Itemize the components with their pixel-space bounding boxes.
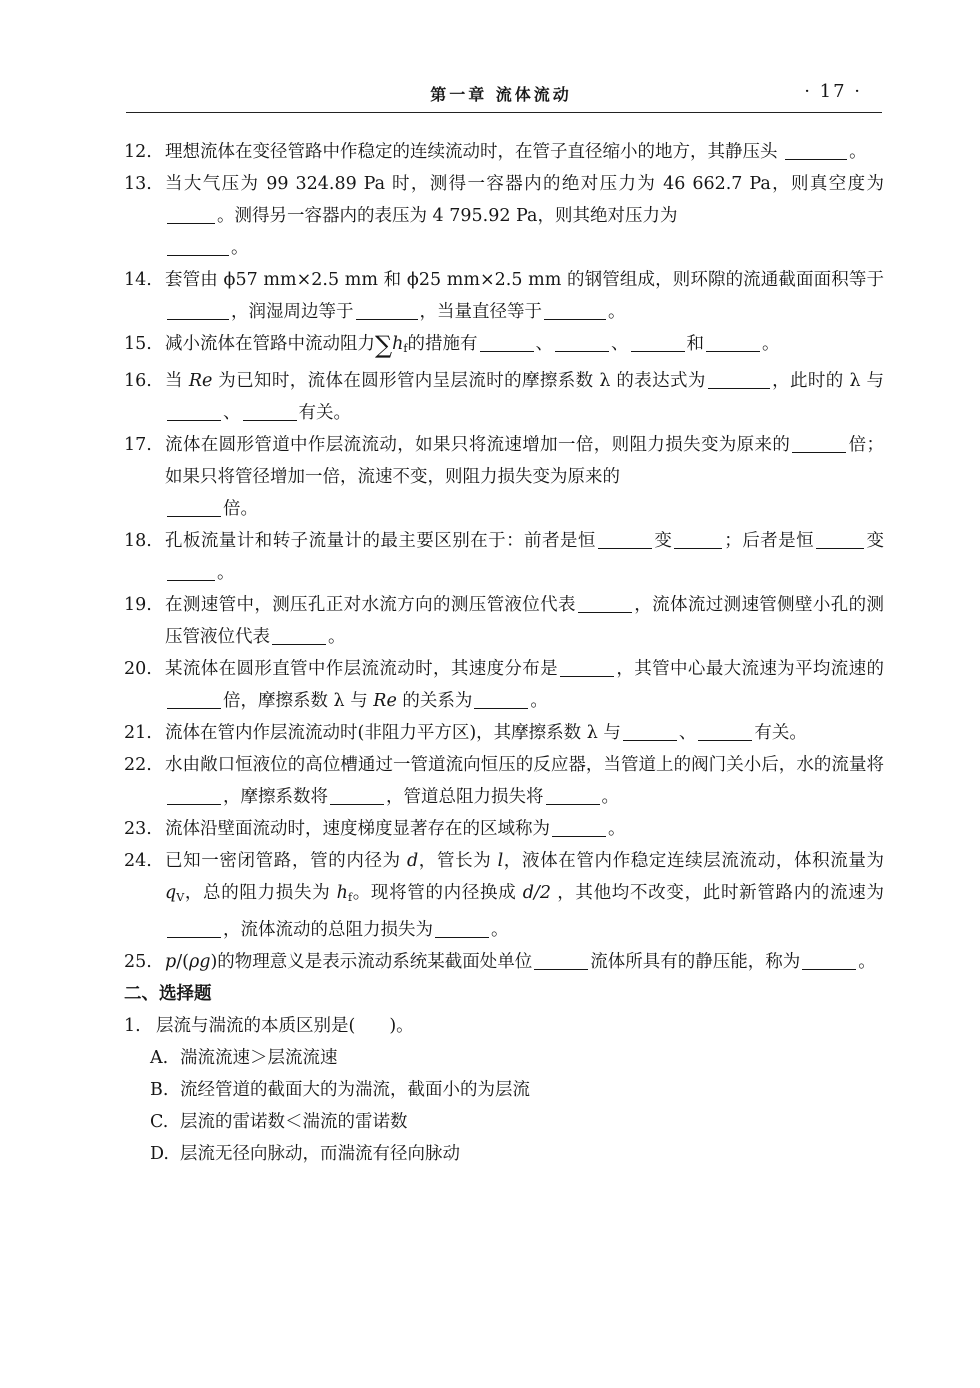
- question-text: 变: [653, 531, 673, 551]
- question-text: ，流体流动的总阻力损失为: [223, 920, 433, 940]
- answer-blank[interactable]: [552, 816, 606, 837]
- question-22: [124, 749, 884, 813]
- separator: 、: [611, 334, 629, 354]
- answer-blank[interactable]: [706, 331, 760, 352]
- question-text: ；后者是恒: [724, 531, 815, 551]
- question-number: 17.: [124, 435, 152, 455]
- question-text: 孔板流量计和转子流量计的最主要区别在于：前者是恒: [165, 531, 596, 551]
- symbol-d-half: d/2: [522, 883, 551, 903]
- question-text: )。: [389, 1016, 414, 1036]
- option-text: 层流无径向脉动，而湍流有径向脉动: [180, 1144, 460, 1164]
- question-number: 15.: [124, 334, 152, 354]
- question-text: 。: [217, 563, 235, 583]
- symbol-h: h: [392, 334, 404, 354]
- answer-blank[interactable]: [167, 203, 215, 224]
- question-text: 。: [608, 819, 626, 839]
- question-text: 已知一密闭管路，管的内径为: [165, 851, 401, 871]
- symbol-subscript: f: [403, 342, 408, 355]
- answer-blank[interactable]: [816, 528, 864, 549]
- answer-blank[interactable]: [560, 656, 614, 677]
- question-text: 。测得另一容器内的表压为 4 795.92 Pa，则其绝对压力为: [217, 206, 678, 226]
- question-number: 20.: [124, 659, 152, 679]
- question-text: ，润湿周边等于: [231, 302, 354, 322]
- question-17: [124, 429, 884, 525]
- question-text: 流体在管内作层流流动时(非阻力平方区)，其摩擦系数 λ 与: [165, 723, 621, 743]
- section-heading: 二、选择题: [124, 984, 212, 1004]
- question-number: 12.: [124, 142, 152, 162]
- question-25: [124, 946, 884, 978]
- separator: 、: [535, 334, 553, 354]
- symbol-re: Re: [373, 691, 397, 711]
- answer-blank[interactable]: [356, 299, 418, 320]
- option-b[interactable]: [124, 1074, 884, 1106]
- question-number: 13.: [124, 174, 152, 194]
- question-text: 。: [601, 787, 619, 807]
- question-text: 某流体在圆形直管中作层流流动时，其速度分布是: [165, 659, 559, 679]
- question-text: 。: [231, 238, 249, 258]
- separator: 、: [678, 723, 697, 743]
- header-rule: [126, 112, 882, 113]
- question-number: 16.: [124, 371, 152, 391]
- question-text: /(: [176, 952, 189, 972]
- question-number: 1.: [124, 1016, 141, 1036]
- answer-blank[interactable]: [708, 368, 770, 389]
- question-number: 14.: [124, 270, 152, 290]
- question-24: [124, 845, 884, 946]
- option-text: 层流的雷诺数＜湍流的雷诺数: [180, 1112, 408, 1132]
- question-text: 流体所具有的静压能，称为: [590, 952, 801, 972]
- question-text: 。: [849, 142, 867, 162]
- question-text: ，此时的 λ 与: [771, 371, 885, 391]
- question-text: 。现将管的内径换成: [352, 883, 517, 903]
- question-text: ，当量直径等于: [419, 302, 542, 322]
- question-number: 21.: [124, 723, 152, 743]
- question-text: ，其他均不改变，此时新管路内的流速为: [557, 883, 884, 903]
- option-label: C.: [150, 1112, 169, 1132]
- question-text: 减小流体在管路中流动阻力: [165, 334, 375, 354]
- option-label: A.: [150, 1048, 169, 1068]
- question-text: 有关。: [754, 723, 807, 743]
- answer-blank[interactable]: [792, 432, 846, 453]
- question-text: ，管道总阻力损失将: [386, 787, 544, 807]
- question-text: 。: [328, 627, 346, 647]
- symbol-re: Re: [188, 371, 213, 391]
- page-header: [126, 78, 876, 108]
- answer-blank[interactable]: [167, 560, 215, 581]
- symbol-subscript: V: [176, 891, 185, 904]
- answer-blank[interactable]: [698, 720, 752, 741]
- answer-blank[interactable]: [272, 624, 326, 645]
- question-13: [124, 168, 884, 264]
- question-text: 有关。: [298, 403, 351, 423]
- question-text: 。: [858, 952, 876, 972]
- question-text: 的措施有: [407, 334, 478, 354]
- question-text: 套管由 ϕ57 mm×2.5 mm 和 ϕ25 mm×2.5 mm 的钢管组成，则环隙的流通截面面积等于: [165, 270, 884, 290]
- question-23: [124, 813, 884, 845]
- question-number: 19.: [124, 595, 152, 615]
- question-text: 。: [762, 334, 780, 354]
- answer-blank[interactable]: [330, 784, 384, 805]
- question-text: 为已知时，流体在圆形管内呈层流时的摩擦系数 λ 的表达式为: [218, 371, 706, 391]
- question-16: [124, 365, 884, 429]
- summation-symbol: ∑: [375, 331, 393, 359]
- question-text: ，总的阻力损失为: [184, 883, 331, 903]
- symbol-rho-g: ρg: [188, 952, 211, 972]
- answer-blank[interactable]: [674, 528, 722, 549]
- question-text: 流体在圆形管道中作层流流动，如果只将流速增加一倍，则阻力损失变为原来的: [165, 435, 791, 455]
- question-14: [124, 264, 884, 328]
- question-text: ，摩擦系数将: [223, 787, 328, 807]
- symbol-qv: q: [165, 883, 177, 903]
- question-text: 变: [866, 531, 884, 551]
- answer-blank[interactable]: [623, 720, 677, 741]
- answer-blank[interactable]: [435, 917, 489, 938]
- question-text: )的物理意义是表示流动系统某截面处单位: [210, 952, 533, 972]
- question-15: [124, 328, 884, 365]
- answer-blank[interactable]: [544, 299, 606, 320]
- answer-blank[interactable]: [167, 688, 221, 709]
- option-c[interactable]: [124, 1106, 884, 1138]
- question-text: ，其管中心最大流速为平均流速的: [616, 659, 885, 679]
- answer-blank[interactable]: [167, 784, 221, 805]
- question-text: 当大气压为 99 324.89 Pa 时，测得一容器内的绝对压力为 46 662.7 Pa，则真空度为: [165, 174, 884, 194]
- option-a[interactable]: [124, 1042, 884, 1074]
- answer-blank[interactable]: [474, 688, 528, 709]
- symbol-hf: h: [336, 883, 348, 903]
- question-list: [124, 136, 884, 1170]
- answer-blank[interactable]: [167, 917, 221, 938]
- question-number: 24.: [124, 851, 152, 871]
- symbol-d: d: [406, 851, 419, 871]
- question-text: 层流与湍流的本质区别是(: [156, 1016, 356, 1036]
- question-text: 的关系为: [402, 691, 473, 711]
- question-text: 流体沿壁面流动时，速度梯度显著存在的区域称为: [165, 819, 550, 839]
- question-number: 23.: [124, 819, 152, 839]
- question-number: 25.: [124, 952, 152, 972]
- option-label: B.: [150, 1080, 169, 1100]
- question-text: 在测速管中，测压孔正对水流方向的测压管液位代表: [165, 595, 576, 615]
- chapter-title: 第一章 流体流动: [430, 85, 572, 104]
- answer-blank[interactable]: [578, 592, 632, 613]
- question-21: [124, 717, 884, 749]
- question-18: [124, 525, 884, 589]
- answer-blank[interactable]: [785, 139, 847, 160]
- symbol-p: p: [165, 952, 177, 972]
- question-19: [124, 589, 884, 653]
- question-text: ，管长为: [418, 851, 492, 871]
- question-text: 。: [491, 920, 509, 940]
- answer-blank[interactable]: [802, 949, 856, 970]
- question-text: ，液体在管内作稳定连续层流流动，体积流量为: [503, 851, 885, 871]
- choice-question-1: [124, 1010, 884, 1042]
- question-12: [124, 136, 884, 168]
- question-text: ，流体流过测速管侧壁小孔的测压管液位代表: [165, 595, 884, 647]
- page-number: · 17 ·: [804, 81, 862, 102]
- answer-blank[interactable]: [631, 331, 685, 352]
- answer-blank[interactable]: [534, 949, 588, 970]
- option-text: 流经管道的截面大的为湍流，截面小的为层流: [180, 1080, 530, 1100]
- answer-blank[interactable]: [167, 400, 221, 421]
- symbol-subscript: f: [347, 891, 353, 904]
- answer-blank[interactable]: [167, 496, 221, 517]
- symbol-l: l: [497, 851, 504, 871]
- option-text: 湍流流速＞层流流速: [180, 1048, 338, 1068]
- answer-blank[interactable]: [546, 784, 600, 805]
- question-text: 倍；如果只将管径增加一倍，流速不变，则阻力损失变为原来的: [165, 435, 885, 487]
- question-text: 当: [165, 371, 183, 391]
- answer-blank[interactable]: [167, 299, 229, 320]
- question-number: 22.: [124, 755, 152, 775]
- question-text: 水由敞口恒液位的高位槽通过一管道流向恒压的反应器，当管道上的阀门关小后，水的流量将: [165, 755, 884, 775]
- option-d[interactable]: [124, 1138, 884, 1170]
- question-number: 18.: [124, 531, 152, 551]
- question-text: 倍。: [223, 499, 258, 519]
- option-label: D.: [150, 1144, 169, 1164]
- question-text: 倍，摩擦系数 λ 与: [223, 691, 368, 711]
- answer-blank[interactable]: [167, 235, 229, 256]
- question-text: 。: [608, 302, 626, 322]
- answer-blank[interactable]: [480, 331, 534, 352]
- question-text: 和: [686, 334, 704, 354]
- question-text: 理想流体在变径管路中作稳定的连续流动时，在管子直径缩小的地方，其静压头: [165, 142, 778, 162]
- separator: 、: [223, 403, 241, 423]
- question-text: 。: [530, 691, 548, 711]
- answer-blank[interactable]: [243, 400, 297, 421]
- question-20: [124, 653, 884, 717]
- answer-blank[interactable]: [555, 331, 609, 352]
- answer-blank[interactable]: [598, 528, 652, 549]
